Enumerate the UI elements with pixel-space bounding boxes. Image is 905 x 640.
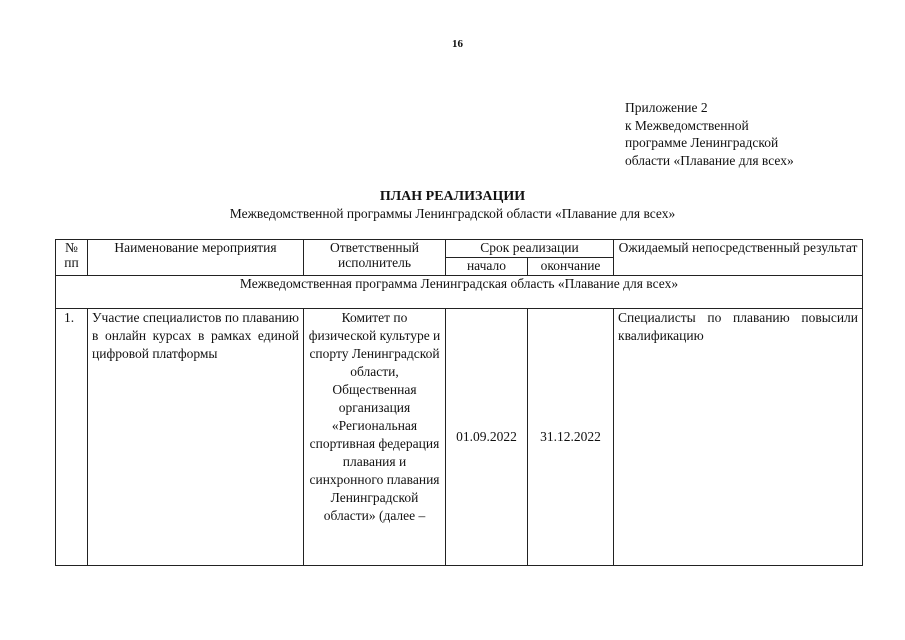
row-expected-result: Специалисты по плаванию повысили квалификацию	[614, 309, 863, 566]
appendix-note	[625, 99, 794, 169]
appendix-line: программе Ленинградской	[625, 135, 779, 150]
section-title: Межведомственная программа Ленинградская область «Плавание для всех»	[56, 276, 863, 309]
row-executor: Комитет по физической культуре и спорту Ленинградской области, Общественная организация «Региональная спортивная федерация плавания и синхронного плавания Ленинградской области» (далее –	[304, 309, 446, 566]
header-executor: Ответственный исполнитель	[304, 240, 446, 276]
row-num: 1.	[56, 309, 88, 566]
table-row	[56, 309, 863, 566]
plan-title: ПЛАН РЕАЛИЗАЦИИ	[379, 189, 526, 204]
appendix-line: к Межведомственной	[625, 117, 749, 133]
plan-table	[55, 239, 863, 566]
section-row	[56, 276, 863, 309]
appendix-line: Приложение 2	[625, 100, 708, 115]
row-end-date: 31.12.2022	[528, 309, 614, 566]
header-period: Срок реализации	[446, 240, 614, 258]
appendix-line: области «Плавание для всех»	[625, 152, 794, 168]
plan-subtitle: Межведомственной программы Ленинградской области «Плавание для всех»	[229, 206, 676, 221]
row-activity-name: Участие специалистов по плаванию в онлайн курсах в рамках единой цифровой платформы	[88, 309, 304, 566]
page-number: 16	[452, 38, 463, 50]
header-start: начало	[446, 258, 528, 276]
table-header-row	[56, 240, 863, 258]
row-start-date: 01.09.2022	[446, 309, 528, 566]
header-result: Ожидаемый непосредственный результат	[614, 240, 863, 276]
header-num: № пп	[56, 240, 88, 276]
header-name: Наименование мероприятия	[88, 240, 304, 276]
header-end: окончание	[528, 258, 614, 276]
